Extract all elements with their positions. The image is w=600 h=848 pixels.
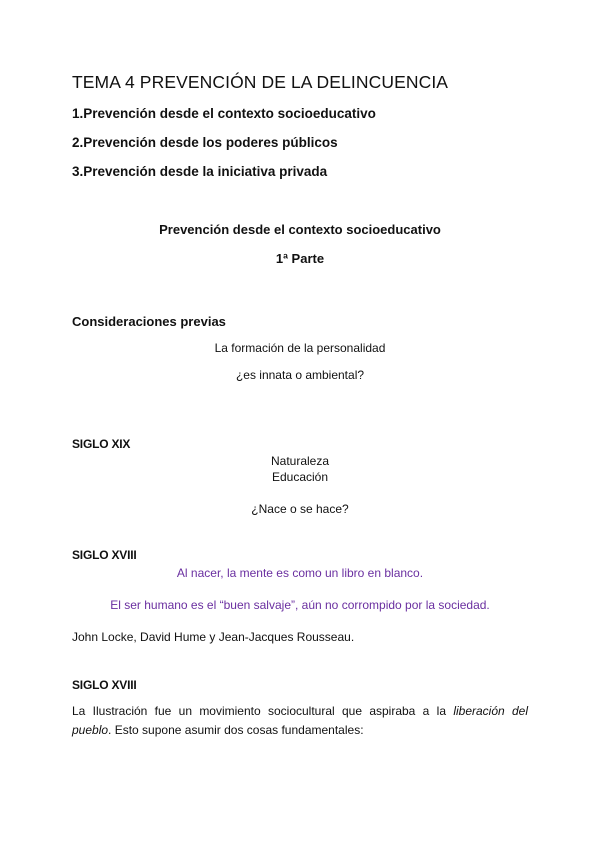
authors-line: John Locke, David Hume y Jean-Jacques Rousseau. [72, 630, 355, 644]
paragraph-text-1: La Ilustración fue un movimiento sociocultural que aspiraba a la [72, 704, 454, 718]
paragraph-emphasis-2: pueblo [72, 723, 109, 737]
considerations-line-1: La formación de la personalidad [214, 341, 386, 355]
toc-item-1: 1.Prevención desde el contexto socioeducativo [72, 106, 376, 121]
toc-item-3: 3.Prevención desde la iniciativa privada [72, 164, 328, 179]
rousseau-quote: El ser humano es el “buen salvaje”, aún no corrompido por la sociedad. [110, 598, 490, 612]
paragraph-line-1 [72, 702, 528, 721]
section-heading: Prevención desde el contexto socioeducativo [159, 222, 441, 237]
considerations-heading: Consideraciones previas [72, 314, 226, 329]
siglo-xviii-heading-2: SIGLO XVIII [72, 678, 137, 692]
section-part: 1ª Parte [275, 251, 325, 266]
siglo-xix-line-1: Naturaleza [270, 454, 330, 468]
siglo-xviii-heading-1: SIGLO XVIII [72, 548, 137, 562]
paragraph-line-2 [72, 721, 528, 740]
siglo-xix-heading: SIGLO XIX [72, 437, 131, 451]
considerations-line-2: ¿es innata o ambiental? [235, 368, 365, 382]
document-title: TEMA 4 PREVENCIÓN DE LA DELINCUENCIA [72, 72, 449, 92]
paragraph-text-2: . Esto supone asumir dos cosas fundamentales: [108, 723, 364, 737]
toc-item-2: 2.Prevención desde los poderes públicos [72, 135, 338, 150]
locke-quote: Al nacer, la mente es como un libro en blanco. [176, 566, 424, 580]
siglo-xix-line-2: Educación [271, 470, 329, 484]
siglo-xix-question: ¿Nace o se hace? [251, 502, 349, 516]
illustration-paragraph [72, 702, 528, 740]
paragraph-emphasis-1: liberación del [453, 704, 529, 718]
